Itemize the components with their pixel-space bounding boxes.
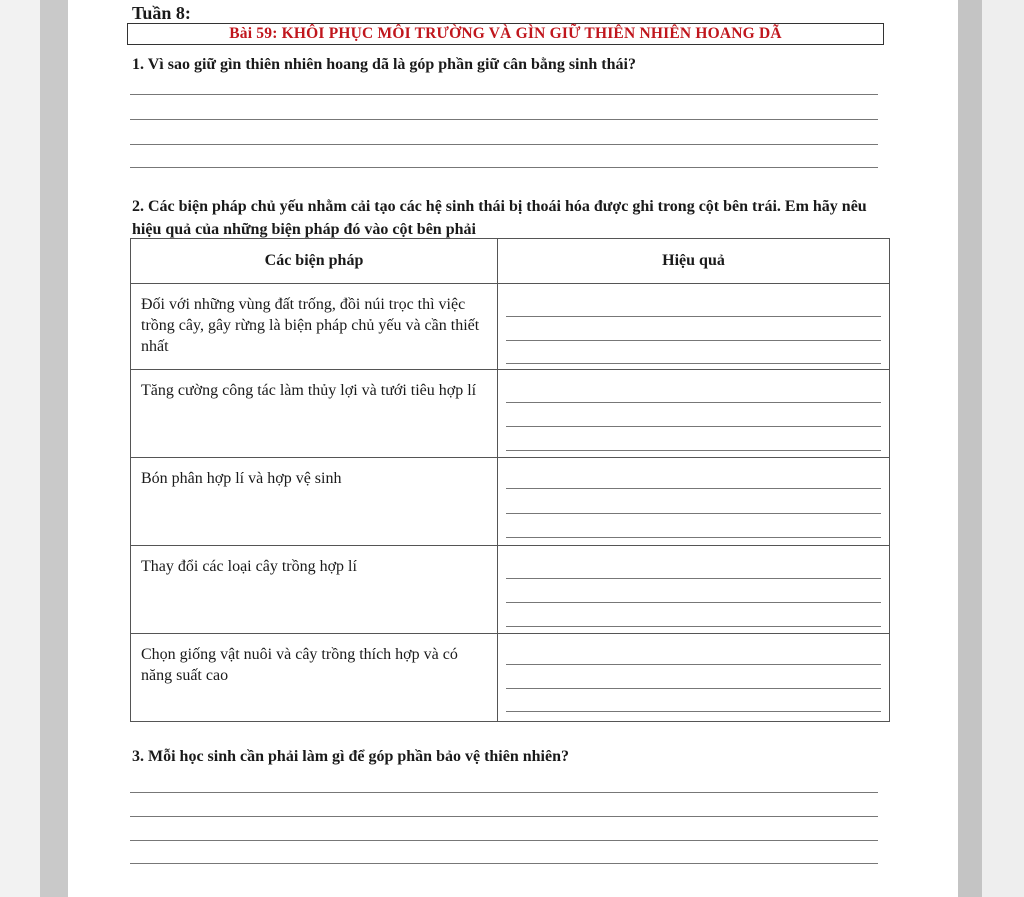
answer-line[interactable] — [506, 402, 881, 403]
effect-cell[interactable] — [498, 284, 890, 370]
answer-line-q1[interactable] — [130, 144, 878, 145]
answer-line[interactable] — [506, 602, 881, 603]
table-row — [131, 546, 890, 634]
question-3: 3. Mỗi học sinh cần phải làm gì để góp phần bảo vệ thiên nhiên? — [132, 748, 569, 765]
table-row — [131, 370, 890, 458]
answer-line-q1[interactable] — [130, 119, 878, 120]
answer-line-q3[interactable] — [130, 816, 878, 817]
answer-line[interactable] — [506, 363, 881, 364]
lesson-title: Bài 59: KHÔI PHỤC MÔI TRƯỜNG VÀ GÌN GIỮ THIÊN NHIÊN HOANG DÃ — [127, 23, 884, 45]
table-row — [131, 634, 890, 722]
answer-line[interactable] — [506, 450, 881, 451]
answer-line[interactable] — [506, 488, 881, 489]
background-left-shadow — [40, 0, 68, 897]
background-right-shadow — [958, 0, 982, 897]
answer-line[interactable] — [506, 426, 881, 427]
answer-line[interactable] — [506, 688, 881, 689]
effect-cell[interactable] — [498, 546, 890, 634]
answer-line[interactable] — [506, 537, 881, 538]
question-1: 1. Vì sao giữ gìn thiên nhiên hoang dã là góp phần giữ cân bằng sinh thái? — [132, 56, 636, 73]
answer-line[interactable] — [506, 626, 881, 627]
answer-line-q1[interactable] — [130, 94, 878, 95]
background-left — [0, 0, 40, 897]
measures-table — [130, 238, 890, 722]
measure-cell: Bón phân hợp lí và hợp vệ sinh — [131, 458, 498, 546]
answer-line-q3[interactable] — [130, 863, 878, 864]
table-row — [131, 458, 890, 546]
header-measures: Các biện pháp — [131, 239, 498, 284]
effect-cell[interactable] — [498, 634, 890, 722]
answer-line-q3[interactable] — [130, 792, 878, 793]
measure-cell: Thay đổi các loại cây trồng hợp lí — [131, 546, 498, 634]
measure-cell: Tăng cường công tác làm thủy lợi và tưới tiêu hợp lí — [131, 370, 498, 458]
measure-cell: Chọn giống vật nuôi và cây trồng thích hợp và có năng suất cao — [131, 634, 498, 722]
answer-line[interactable] — [506, 340, 881, 341]
table-row — [131, 284, 890, 370]
background-right — [982, 0, 1024, 897]
effect-cell[interactable] — [498, 458, 890, 546]
answer-line[interactable] — [506, 664, 881, 665]
effect-cell[interactable] — [498, 370, 890, 458]
answer-line-q3[interactable] — [130, 840, 878, 841]
question-2: 2. Các biện pháp chủ yếu nhằm cải tạo các hệ sinh thái bị thoái hóa được ghi trong cột bên trái. Em hãy nêu hiệu quả của những biện pháp đó vào cột bên phải — [132, 198, 867, 238]
answer-line[interactable] — [506, 578, 881, 579]
header-effects: Hiệu quả — [498, 239, 890, 284]
answer-line[interactable] — [506, 711, 881, 712]
answer-line-q1[interactable] — [130, 167, 878, 168]
measure-cell: Đối với những vùng đất trống, đồi núi trọc thì việc trồng cây, gây rừng là biện pháp chủ yếu và cần thiết nhất — [131, 284, 498, 370]
week-label: Tuần 8: — [132, 3, 191, 23]
answer-line[interactable] — [506, 316, 881, 317]
answer-line[interactable] — [506, 513, 881, 514]
